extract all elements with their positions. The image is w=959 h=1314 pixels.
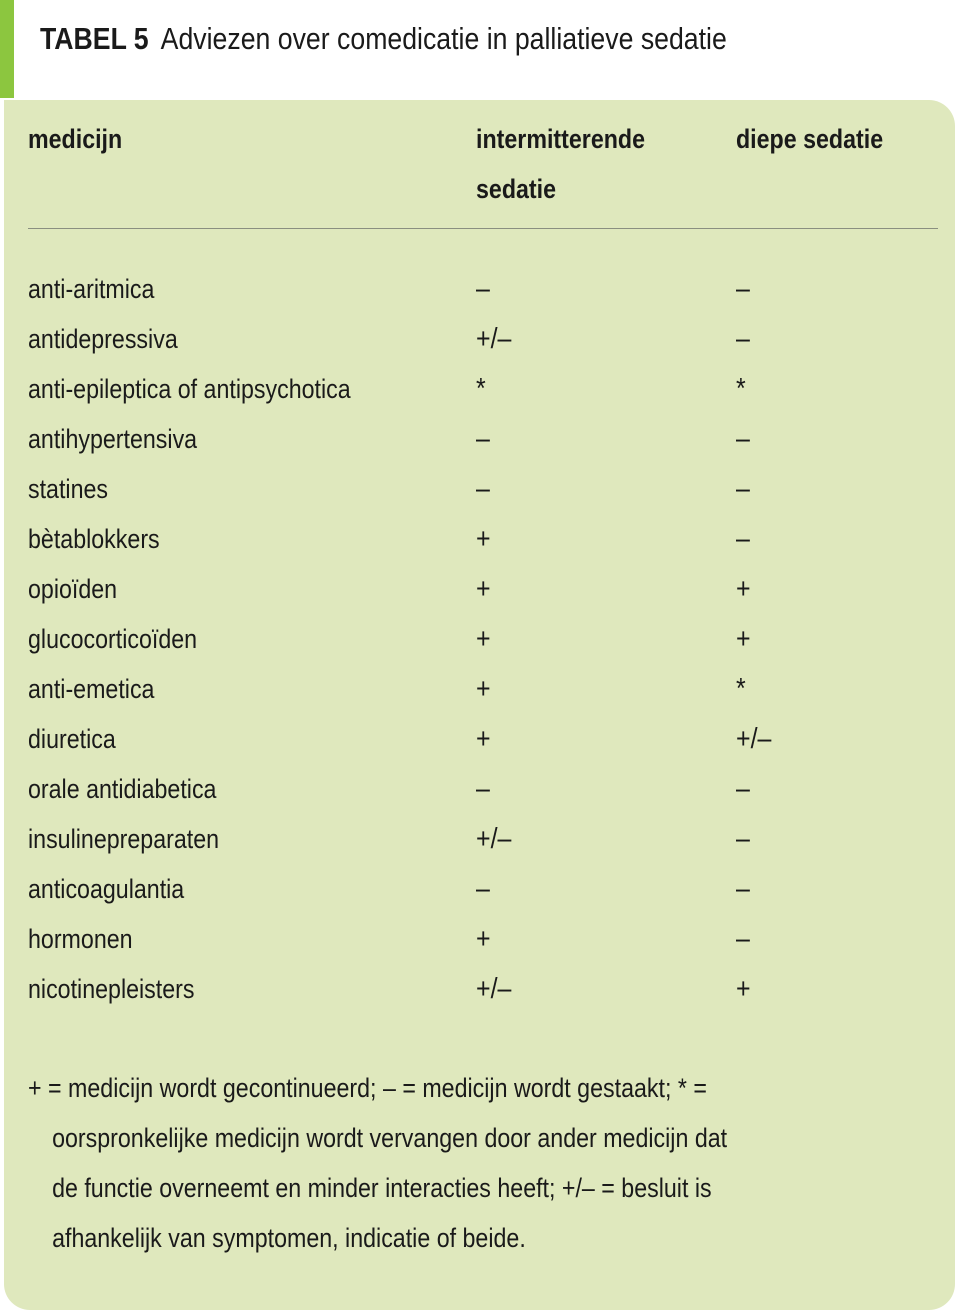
cell-intermittent: + xyxy=(476,623,491,655)
cell-deep: + xyxy=(736,973,751,1005)
legend-line: de functie overneemt en minder interacties heeft; +/– = besluit is xyxy=(52,1173,712,1203)
cell-medicine: antihypertensiva xyxy=(28,424,198,454)
cell-intermittent: +/– xyxy=(476,823,512,855)
cell-deep: * xyxy=(736,373,746,405)
table-body xyxy=(4,264,955,1014)
cell-deep: – xyxy=(736,773,750,805)
cell-intermittent: – xyxy=(476,773,490,805)
cell-medicine: orale antidiabetica xyxy=(28,774,217,804)
table-row xyxy=(4,564,955,614)
cell-medicine: nicotinepleisters xyxy=(28,974,195,1004)
table-number-label: TABEL 5 xyxy=(40,21,149,56)
column-header-deep: diepe sedatie xyxy=(736,124,884,154)
table-row xyxy=(4,664,955,714)
table-row xyxy=(4,814,955,864)
cell-intermittent: +/– xyxy=(476,973,512,1005)
cell-medicine: hormonen xyxy=(28,924,133,954)
cell-medicine: insulinepreparaten xyxy=(28,824,220,854)
cell-intermittent: + xyxy=(476,523,491,555)
table-panel xyxy=(4,100,955,1310)
table-row xyxy=(4,364,955,414)
cell-deep: – xyxy=(736,323,750,355)
cell-medicine: glucocorticoïden xyxy=(28,624,198,654)
column-header-intermittent-line1: intermitterende xyxy=(476,124,646,154)
cell-intermittent: – xyxy=(476,873,490,905)
table-row xyxy=(4,964,955,1014)
column-header-intermittent-line2: sedatie xyxy=(476,174,557,204)
cell-deep: – xyxy=(736,473,750,505)
cell-medicine: anti-epileptica of antipsychotica xyxy=(28,374,351,404)
legend-line: + = medicijn wordt gecontinueerd; – = medicijn wordt gestaakt; * = xyxy=(28,1073,707,1103)
table-title xyxy=(40,14,727,64)
cell-intermittent: + xyxy=(476,573,491,605)
table-row xyxy=(4,614,955,664)
table-row xyxy=(4,864,955,914)
cell-deep: * xyxy=(736,673,746,705)
cell-medicine: diuretica xyxy=(28,724,116,754)
cell-deep: +/– xyxy=(736,723,772,755)
table-title-text: Adviezen over comedicatie in palliatieve sedatie xyxy=(160,21,727,56)
cell-deep: – xyxy=(736,873,750,905)
cell-intermittent: – xyxy=(476,473,490,505)
cell-medicine: opioïden xyxy=(28,574,118,604)
cell-medicine: anti-aritmica xyxy=(28,274,155,304)
cell-intermittent: +/– xyxy=(476,323,512,355)
table-row xyxy=(4,914,955,964)
cell-intermittent: + xyxy=(476,923,491,955)
table-row xyxy=(4,314,955,364)
cell-medicine: statines xyxy=(28,474,109,504)
cell-medicine: antidepressiva xyxy=(28,324,178,354)
cell-medicine: bètablokkers xyxy=(28,524,160,554)
cell-deep: + xyxy=(736,623,751,655)
cell-intermittent: – xyxy=(476,273,490,305)
cell-deep: + xyxy=(736,573,751,605)
cell-intermittent: + xyxy=(476,673,491,705)
column-header-medicine: medicijn xyxy=(28,124,123,154)
cell-intermittent: * xyxy=(476,373,486,405)
cell-intermittent: + xyxy=(476,723,491,755)
table-row xyxy=(4,464,955,514)
cell-medicine: anticoagulantia xyxy=(28,874,185,904)
table-row xyxy=(4,264,955,314)
cell-medicine: anti-emetica xyxy=(28,674,155,704)
cell-deep: – xyxy=(736,523,750,555)
cell-intermittent: – xyxy=(476,423,490,455)
table-legend xyxy=(28,1063,897,1263)
table-row xyxy=(4,714,955,764)
table-row xyxy=(4,414,955,464)
cell-deep: – xyxy=(736,273,750,305)
title-accent-bar xyxy=(0,0,14,98)
table-row xyxy=(4,514,955,564)
cell-deep: – xyxy=(736,423,750,455)
legend-line: oorspronkelijke medicijn wordt vervangen door ander medicijn dat xyxy=(52,1123,728,1153)
table-row xyxy=(4,764,955,814)
cell-deep: – xyxy=(736,923,750,955)
cell-deep: – xyxy=(736,823,750,855)
legend-line: afhankelijk van symptomen, indicatie of beide. xyxy=(52,1223,526,1253)
column-header-intermittent xyxy=(476,114,645,214)
header-divider xyxy=(28,228,938,229)
